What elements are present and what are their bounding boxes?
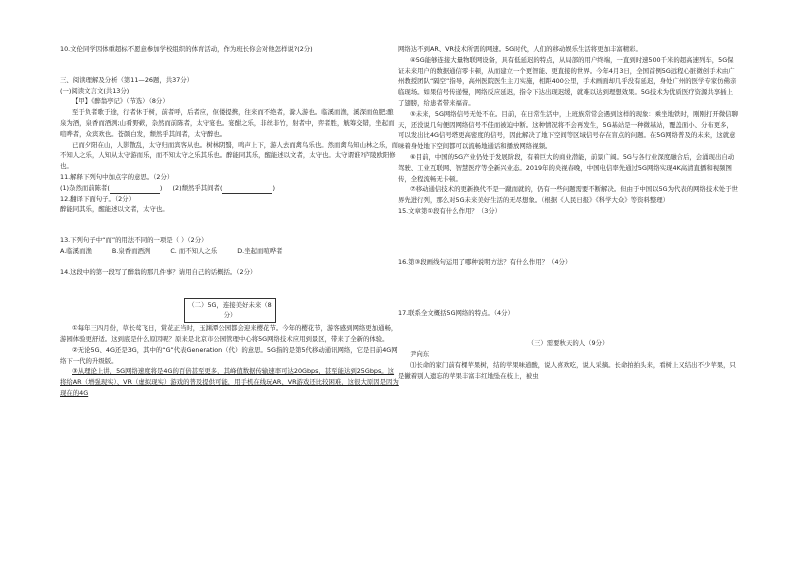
passage-3-title: （三）需要秋天的人（9分） (527, 339, 609, 348)
sub-section-1: (一)阅读文言文(共13分) (60, 86, 130, 95)
left-column (60, 44, 400, 399)
question-13-options (60, 246, 400, 257)
question-11: 11.解释下列句中加点字的意思。（2分） (60, 172, 174, 181)
question-13: 13.下列句子中“而”的用法不同的一项是（ ）（2分） (60, 236, 208, 245)
passage-2-paragraph-7: ⑦移动通信技术的更新换代不是一蹴而就的，仍有一些问题需要不断解决。但由于中国以5G为代表的网络技术处于世界先进行列，那么对5G未来美好生活的无尽想象。（根据《人民日报》《科学大众》等资料整理） (398, 185, 738, 205)
passage-2-paragraph-3: ③从理论上讲，5G网络速度将是4G的百倍甚至更多，其峰值数据传输速率可达20Gbps，甚至能达到25Gbps。这将给AR（增强现实）、VR（虚拟现实）游戏的普及提供可能，用手机在线玩AR、VR游戏还比较困难，这很大原因是因为现在的4G (60, 367, 399, 397)
question-14: 14.这段中的第一段写了醉翁的那几件事？请用自己的话概括。（2分） (60, 267, 257, 276)
passage-2-paragraph-4: ④5G能够连接大量物联网设备，具有低延迟的特点，从局部的用户终端，一直到时速500千米的超高速列车，5G保证未来用户的数据通信零卡顿，从而建立一个更智能、更直接的世界。今年4月3日，全国首例5G远程心脏微创手术由广州教授团队“隔空”指导，高州医院医生主刀实施，相距400公里，手术画面却几乎没有延迟，身处广州的医学专家仿佛亲临现场。如果信号传递慢，网络反应延迟，指令下达出现迟缓，就难以达到理想效果。5G技术为优质医疗资源共享插上了翅膀，给患者带来福音。 (398, 55, 737, 107)
question-10: 10.文伦同学因体重超标不愿意参加学校组织的体育活动，作为班长你会对他怎样说?(2分) (60, 45, 313, 53)
question-11-b: (2)颓然乎其间者( (172, 183, 223, 192)
option-a[interactable]: A.临溪而渔 (60, 246, 92, 255)
passage-2-paragraph-1: ①每年三四月份，草长莺飞日，赏花正当时，玉渊潭公园都会迎来樱花节。今年的樱花节，游客感到网络更加通畅，游园体验更舒适。这到底是什么原因呢？原来是北京市公园管理中心将5G网络技术应用到景区，带来了全新的体验。 (60, 324, 398, 343)
option-b[interactable]: B.泉香而酒洌 (111, 246, 151, 255)
passage-2-paragraph-5: ⑤未来，5G网络信号无处不在。目前，在日常生活中，上班族常常会遇到这样的现象：乘坐地铁时，刚刚打开微信聊天，还没说几句便因网络信号不佳而被迫中断。这种情况将不会再发生，5G基站是一种微基站，覆盖面小、分布更多，可以发出比4G信号塔更高密度的信号，因此解决了地下空间等区域信号存在盲点的问题。在5G网络普及的未来，这就意味着身处地下空间都可以流畅地通话和播放网络视频。 (398, 109, 738, 151)
question-15: 15.文章第①段有什么作用？（3分） (398, 206, 502, 215)
passage-2-paragraph-2: ②无论5G、4G还是3G，其中的“G”代表Generation（代）的意思。5G指的是第5代移动通讯网络，它是目前4G网络下一代的升级版。 (60, 345, 398, 365)
question-11-a: (1)杂然而前陈者( (60, 183, 110, 192)
passage-2-paragraph-3-cont: 网络达不到AR、VR技术所需的网速。5G时代，人们的移动娱乐生活将更加丰富精彩。 (398, 45, 642, 53)
passage-3-author: 尹向东 (410, 350, 430, 359)
answer-blank[interactable] (222, 186, 272, 194)
question-12-sentence: 醉能同其乐，醒能述以文者，太守也。 (60, 205, 169, 214)
question-16: 16.第③段画线句运用了哪种说明方法？有什么作用？（4分） (398, 257, 572, 266)
right-column (398, 44, 738, 382)
passage-2-title: （二）5G，连接美好未来（8分） (184, 298, 276, 324)
option-c[interactable]: C. 而不知人之乐 (170, 246, 218, 255)
passage-paragraph-1: 至于负者歌于途，行者休于树，前者呼，后者应，伛偻提携，往来而不绝者，滁人游也。临溪而渔，溪深而鱼肥;酿泉为酒，泉香而酒洌;山肴野蔌，杂然而前陈者，太守宴也。宴酣之乐，非丝非竹，射者中，弈者胜，觥筹交错，坐起而喧哗者，众宾欢也。苍颜白发，颓然乎其间者，太守醉也。 (60, 108, 395, 138)
question-17: 17.联系全文概括5G网络的特点。（4分） (398, 308, 514, 317)
answer-blank[interactable] (110, 186, 160, 194)
passage-2-paragraph-6: ⑥目前，中国的5G产业仍处于发展阶段，有着巨大的商业潜能，前景广阔。5G与各行业深度融合后，会涌现出自动驾驶、工业互联网、智慧医疗等全新兴业态。2019年的央视春晚，中国电信率先通过5G网络实现4K高清直播和视频图传，全程流畅无卡顿。 (398, 152, 735, 183)
passage-paragraph-2: 已而夕阳在山，人影散乱，太守归而宾客从也。树林阴翳，鸣声上下，游人去而禽鸟乐也。然而禽鸟知山林之乐，而不知人之乐，人知从太守游而乐，而不知太守之乐其乐也。醉能同其乐，醒能述以文者，太守也。太守谓谁?庐陵欧阳修也。 (60, 140, 398, 171)
option-d[interactable]: D.坐起而喧哗者 (237, 246, 283, 255)
section-3-heading: 三、阅读理解及分析（第11—26题，共37分） (60, 75, 194, 84)
passage-title: 【甲】《醉翁亭记》（节选）（8分） (72, 97, 169, 106)
question-12: 12.翻译下面句子。（2分） (60, 194, 135, 203)
passage-3-paragraph-1: ⑴长命的家门前有棵苹果树，结的苹果味道酸，说人喜欢吃，说人采摘。长命拍拍头来，看树上又结出不少苹果，只是撇着别人遗忘的苹果丰富丰红地坠在枝上，被虫 (398, 360, 736, 380)
question-11-items: (1)杂然而前陈者( ) (2)颓然乎其间者( ) (60, 183, 275, 192)
